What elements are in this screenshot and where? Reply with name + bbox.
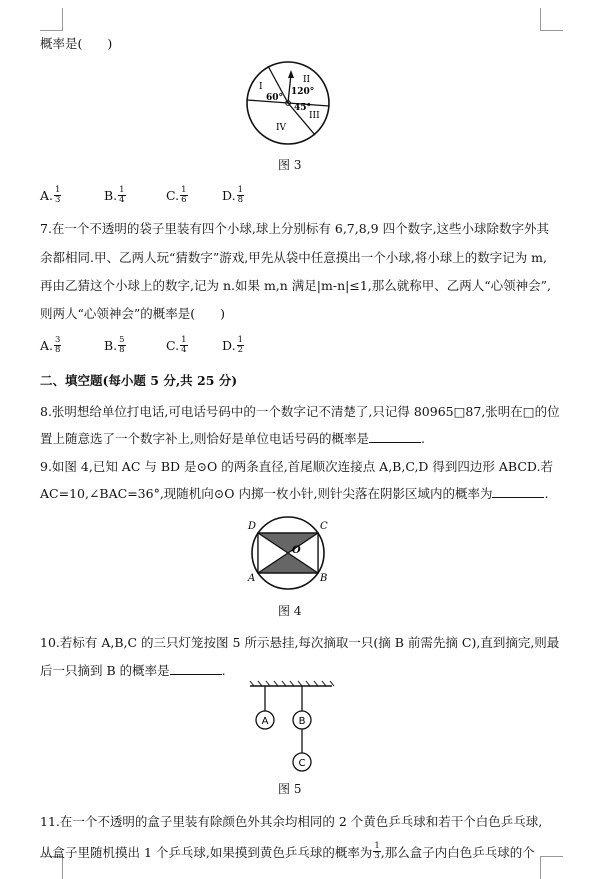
lantern-b-label: B — [298, 716, 306, 727]
q11-line-2: 从盒子里随机摸出 1 个乒乓球,如果摸到黄色乒乓球的概率为 $\frac{1}{3}$ ,那么盒子内白色乒乓球的个 — [40, 841, 535, 861]
point-label-c: C — [320, 521, 328, 532]
point-label-o: O — [292, 545, 301, 556]
q6-option-a[interactable]: A. $\frac{1}{3}$ — [40, 185, 61, 205]
point-label-a: A — [248, 573, 256, 584]
q9-answer-blank[interactable] — [492, 486, 544, 498]
q7-option-c[interactable]: C. $\frac{1}{4}$ — [166, 335, 187, 355]
q7-option-b[interactable]: B. $\frac{5}{8}$ — [104, 335, 125, 355]
q7-option-a[interactable]: A. $\frac{3}{8}$ — [40, 335, 61, 355]
point-label-d: D — [248, 521, 257, 532]
crop-mark-top-left — [40, 8, 63, 31]
q10-line-1: 10.若标有 A,B,C 的三只灯笼按图 5 所示悬挂,每次摘取一只(摘 B 前需先摘 C),直到摘完,则最 — [40, 635, 560, 650]
q6-option-d[interactable]: D. $\frac{1}{8}$ — [222, 185, 243, 205]
sector-label-3: III — [309, 111, 320, 121]
figure-3-spinner — [245, 58, 331, 148]
q6-stem-end: 概率是( ) — [40, 36, 113, 51]
q8-answer-blank[interactable] — [369, 431, 421, 443]
q7-line-3: 再由乙猜这个小球上的数字,记为 n.如果 m,n 满足|m-n|≤1,那么就称甲、乙两人“心领神会”, — [40, 278, 551, 293]
crop-mark-bottom-right — [540, 856, 563, 879]
q9-line-2: AC=10,∠BAC=36°,现随机向⊙O 内掷一枚小针,则针尖落在阴影区域内的概率为 . — [40, 486, 549, 501]
sector-label-4: IV — [276, 123, 287, 133]
q8-line-1: 8.张明想给单位打电话,可电话号码中的一个数字记不清楚了,只记得 80965□87,张明在□的位 — [40, 404, 560, 419]
q9-line-1: 9.如图 4,已知 AC 与 BD 是⊙O 的两条直径,首尾顺次连接点 A,B,C,D 得到四边形 ABCD.若 — [40, 459, 553, 474]
sector-label-1: I — [259, 82, 263, 92]
q8-line-2: 置上随意选了一个数字补上,则恰好是单位电话号码的概率是 . — [40, 431, 425, 446]
q10-line-2: 后一只摘到 B 的概率是 . — [40, 663, 226, 678]
figure-5-caption: 图 5 — [278, 782, 302, 796]
q7-option-d[interactable]: D. $\frac{1}{2}$ — [222, 335, 243, 355]
sector-label-2: II — [303, 75, 311, 85]
figure-4-circle-rectangle — [242, 515, 334, 593]
q11-fraction: $\frac{1}{3}$ — [374, 841, 380, 861]
crop-mark-top-right — [540, 8, 563, 31]
q11-line-1: 11.在一个不透明的盒子里装有除颜色外其余均相同的 2 个黄色乒乓球和若干个白色乒乓球, — [40, 814, 543, 829]
q10-answer-blank[interactable] — [170, 663, 222, 675]
figure-3-caption: 图 3 — [278, 158, 302, 172]
lantern-a-label: A — [261, 716, 269, 727]
figure-4-caption: 图 4 — [278, 604, 302, 618]
angle-label-120: 120° — [291, 87, 315, 97]
figure-5-lanterns — [246, 680, 336, 776]
q7-line-4: 则两人“心领神会”的概率是( ) — [40, 306, 226, 321]
section-title-fill-blank: 二、填空题(每小题 5 分,共 25 分) — [40, 373, 238, 388]
q6-option-b[interactable]: B. $\frac{1}{4}$ — [104, 185, 125, 205]
q6-option-c[interactable]: C. $\frac{1}{6}$ — [166, 185, 187, 205]
q7-line-2: 余都相同.甲、乙两人玩“猜数字”游戏,甲先从袋中任意摸出一个小球,将小球上的数字记为 m, — [40, 250, 548, 265]
angle-label-45: 45° — [294, 103, 312, 113]
lantern-c-label: C — [298, 758, 306, 769]
point-label-b: B — [320, 573, 328, 584]
q7-line-1: 7.在一个不透明的袋子里装有四个小球,球上分别标有 6,7,8,9 四个数字,这些小球除数字外其 — [40, 221, 550, 236]
angle-label-60: 60° — [266, 93, 284, 103]
